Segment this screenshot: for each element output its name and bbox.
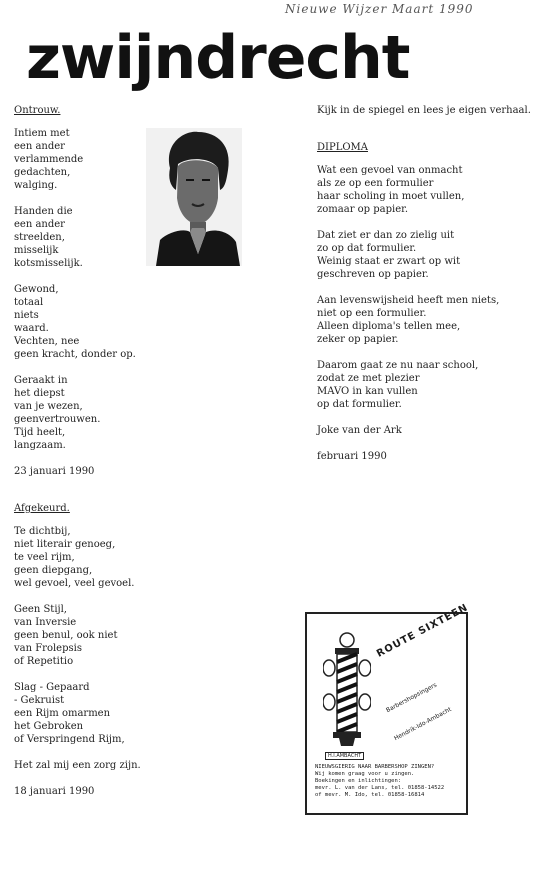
poem-line: Te dichtbij, [14, 526, 71, 537]
advert-line: Wij komen graag voor u zingen. [315, 771, 415, 777]
poem-line: verlammende [14, 154, 84, 165]
advert-line: mevr. L. van der Lans, tel. 01858-14522 [315, 785, 445, 791]
stanza [14, 525, 164, 590]
left-column [14, 104, 164, 798]
poem-afgekeurd [14, 525, 164, 772]
poem-line: wel gevoel, veel gevoel. [14, 578, 135, 589]
poem-line: te veel rijm, [14, 552, 75, 563]
barber-pole-icon [323, 632, 371, 750]
advert-name: ROUTE SIXTEEN [375, 602, 471, 660]
poem-line: Daarom gaat ze nu naar school, [317, 360, 479, 371]
poem-line: Dat ziet er dan zo zielig uit [317, 230, 455, 241]
poem-line: niet op een formulier. [317, 308, 427, 319]
poem-line: MAVO in kan vullen [317, 386, 418, 397]
masthead-title: zwijndrecht [26, 23, 410, 93]
poem-line: Het zal mij een zorg zijn. [14, 760, 141, 771]
stanza [14, 603, 164, 668]
poem-line: walging. [14, 180, 58, 191]
poem-line: niet literair genoeg, [14, 539, 116, 550]
poem-line: Aan levenswijsheid heeft men niets, [317, 295, 500, 306]
poem-date-ontrouw: 23 januari 1990 [14, 466, 95, 477]
poem-author: Joke van der Ark [317, 425, 402, 436]
poem-line: een Rijm omarmen [14, 708, 111, 719]
poem-line: als ze op een formulier [317, 178, 434, 189]
poem-line: Handen die [14, 206, 73, 217]
advert-graphic [313, 602, 471, 760]
poem-line: waard. [14, 323, 49, 334]
poem-line: Geen Stijl, [14, 604, 67, 615]
poem-date-diploma: februari 1990 [317, 451, 387, 462]
poem-line: het diepst [14, 388, 65, 399]
poem-line: zeker op papier. [317, 334, 399, 345]
barbershop-advert [305, 602, 471, 815]
poem-line: - Gekruist [14, 695, 65, 706]
author-photo [146, 128, 242, 266]
poem-line: Weinig staat er zwart op wit [317, 256, 461, 267]
advert-line: Boekingen en inlichtingen: [315, 778, 402, 784]
poem-title-ontrouw: Ontrouw. [14, 105, 61, 116]
poem-line: gedachten, [14, 167, 71, 178]
poem-line: het Gebroken [14, 721, 84, 732]
poem-line: Alleen diploma's tellen mee, [317, 321, 461, 332]
stanza [14, 681, 164, 746]
poem-line: geen diepgang, [14, 565, 93, 576]
stanza [14, 283, 164, 361]
poem-line: geen benul, ook niet [14, 630, 118, 641]
advert-place: Hendrik-Ido-Ambacht [393, 706, 453, 743]
poem-line: misselijk [14, 245, 59, 256]
poem-line: niets [14, 310, 39, 321]
stanza [317, 229, 547, 281]
poem-title-afgekeurd: Afgekeurd. [14, 503, 70, 514]
poem-line: geschreven op papier. [317, 269, 429, 280]
advert-label: H.I.AMBACHT [325, 752, 364, 760]
advert-line: of mevr. M. Ido, tel. 01858-16814 [315, 792, 425, 798]
stanza [14, 127, 164, 192]
poem-line: een ander [14, 219, 65, 230]
poem-diploma [317, 164, 547, 411]
poem-intro-line: Kijk in de spiegel en lees je eigen verhaal. [317, 105, 531, 116]
poem-line: geen kracht, donder op. [14, 349, 136, 360]
poem-line: langzaam. [14, 440, 66, 451]
poem-line: kotsmisselijk. [14, 258, 83, 269]
poem-line: geenvertrouwen. [14, 414, 101, 425]
portrait-image [146, 128, 242, 266]
stanza [14, 759, 164, 772]
poem-line: zo op dat formulier. [317, 243, 417, 254]
poem-line: van je wezen, [14, 401, 83, 412]
poem-line: of Verspringend Rijm, [14, 734, 125, 745]
poem-line: zomaar op papier. [317, 204, 408, 215]
advert-subtitle: Barbershopsingers [385, 681, 439, 715]
poem-line: Wat een gevoel van onmacht [317, 165, 463, 176]
advert-contact-text [315, 764, 465, 799]
poem-line: Intiem met [14, 128, 70, 139]
poem-line: zodat ze met plezier [317, 373, 420, 384]
poem-line: Slag - Gepaard [14, 682, 90, 693]
stanza [14, 205, 164, 270]
poem-line: haar scholing in moet vullen, [317, 191, 465, 202]
advert-line: NIEUWSGIERIG NAAR BARBERSHOP ZINGEN? [315, 764, 435, 770]
stanza [317, 294, 547, 346]
poem-ontrouw [14, 127, 164, 452]
poem-line: op dat formulier. [317, 399, 402, 410]
handwritten-note: Nieuwe Wijzer Maart 1990 [285, 2, 474, 16]
poem-date-afgekeurd: 18 januari 1990 [14, 786, 95, 797]
poem-line: Vechten, nee [14, 336, 80, 347]
poem-line: of Repetitio [14, 656, 74, 667]
poem-line: van Frolepsis [14, 643, 82, 654]
poem-title-diploma: DIPLOMA [317, 142, 368, 153]
poem-line: streelden, [14, 232, 65, 243]
poem-line: Gewond, [14, 284, 59, 295]
poem-line: Tijd heelt, [14, 427, 66, 438]
stanza [317, 164, 547, 216]
poem-line: van Inversie [14, 617, 77, 628]
poem-line: een ander [14, 141, 65, 152]
poem-line: totaal [14, 297, 44, 308]
poem-line: Geraakt in [14, 375, 68, 386]
stanza [317, 359, 547, 411]
stanza [14, 374, 164, 452]
right-column [317, 104, 547, 463]
